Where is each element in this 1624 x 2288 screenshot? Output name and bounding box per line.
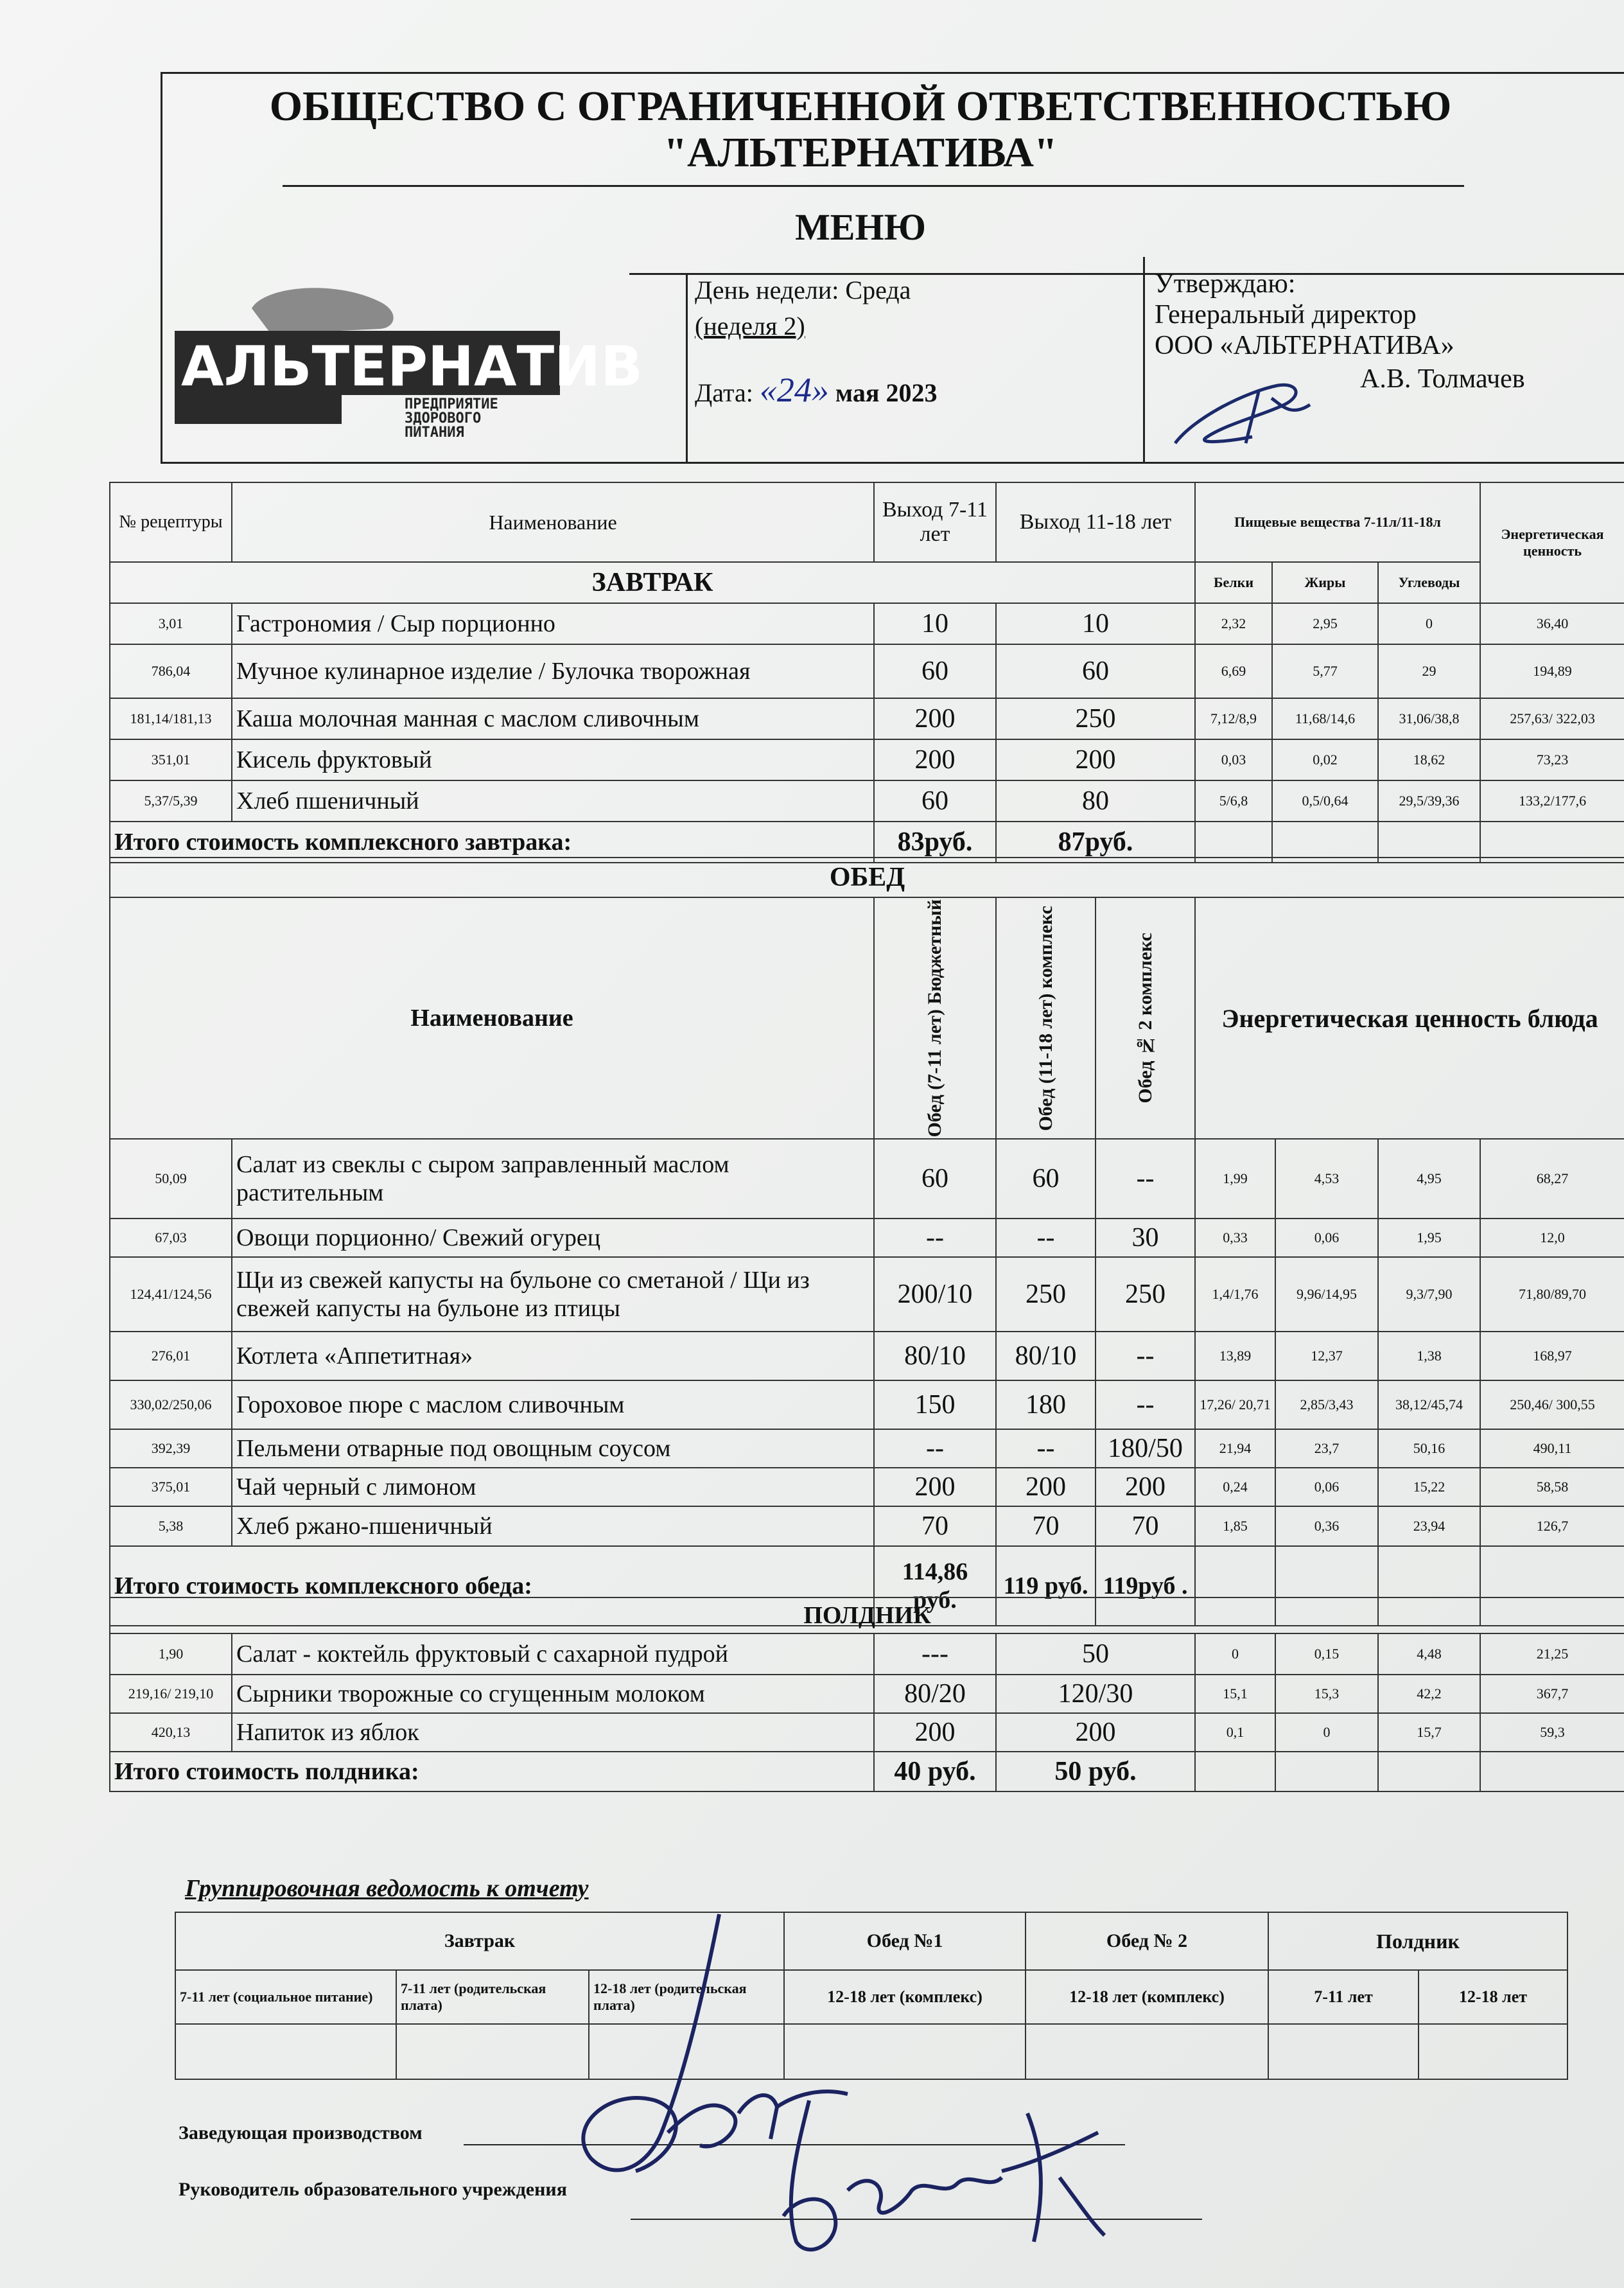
carbs: 29,5/39,36 [1378,780,1480,822]
carbs: 15,7 [1378,1713,1480,1752]
col-nutrients-header: Пищевые вещества 7-11л/11-18л [1195,482,1480,562]
snack-table [109,1597,1624,1792]
report-l2-value[interactable] [1026,2024,1268,2079]
output-7-11: 80/20 [874,1675,996,1713]
table-row [110,644,1624,698]
dish-name: Каша молочная манная с маслом сливочным [232,698,874,739]
energy: 257,63/ 322,03 [1480,698,1624,739]
fat: 2,85/3,43 [1275,1380,1378,1429]
breakfast-total-label: Итого стоимость комплексного завтрака: [110,822,874,863]
dish-name: Хлеб ржано-пшеничный [232,1506,874,1546]
dish-name: Мучное кулинарное изделие / Булочка творожная [232,644,874,698]
col-fat-header: Жиры [1272,562,1378,603]
report-s2-value[interactable] [1419,2024,1567,2079]
output-complex: -- [996,1429,1096,1468]
dish-name: Щи из свежей капусты на бульоне со сметаной / Щи из свежей капусты на бульоне из птицы [232,1257,874,1332]
protein: 7,12/8,9 [1195,698,1272,739]
empty-cell [1480,1752,1624,1791]
protein: 1,99 [1195,1139,1275,1219]
energy: 71,80/89,70 [1480,1257,1624,1332]
fat: 0,5/0,64 [1272,780,1378,822]
output-7-11: 60 [874,644,996,698]
carbs: 50,16 [1378,1429,1480,1468]
dish-name: Гороховое пюре с маслом сливочным [232,1380,874,1429]
output-budget: 60 [874,1139,996,1219]
energy: 367,7 [1480,1675,1624,1713]
output-lunch-2: 250 [1096,1257,1195,1332]
protein: 0 [1195,1633,1275,1675]
col-recipe-header: № рецептуры [110,482,232,562]
energy: 12,0 [1480,1219,1624,1257]
output-budget: 200 [874,1468,996,1506]
energy: 73,23 [1480,739,1624,780]
fat: 0,02 [1272,739,1378,780]
report-s1-value[interactable] [1268,2024,1419,2079]
fat: 2,95 [1272,603,1378,644]
report-l2-header: 12-18 лет (комплекс) [1026,1970,1268,2024]
fat: 0 [1275,1713,1378,1752]
table-row [110,1139,1624,1219]
recipe-number: 330,02/250,06 [110,1380,232,1429]
fat: 4,53 [1275,1139,1378,1219]
recipe-number: 1,90 [110,1633,232,1675]
output-11-18: 200 [996,739,1195,780]
snack-total-7-11: 40 руб. [874,1752,996,1791]
approve-position: Генеральный директор [1155,300,1417,330]
energy: 68,27 [1480,1139,1624,1219]
output-7-11: --- [874,1633,996,1675]
output-complex: 200 [996,1468,1096,1506]
protein: 0,24 [1195,1468,1275,1506]
output-11-18: 50 [996,1633,1195,1675]
carbs: 4,48 [1378,1633,1480,1675]
carbs: 31,06/38,8 [1378,698,1480,739]
output-11-18: 80 [996,780,1195,822]
lunch-energy-header: Энергетическая ценность блюда [1195,897,1624,1139]
divider [1143,257,1145,464]
report-b3-header: 12-18 лет (родительская плата) [589,1970,784,2024]
protein: 1,85 [1195,1506,1275,1546]
protein: 5/6,8 [1195,780,1272,822]
energy: 58,58 [1480,1468,1624,1506]
recipe-number: 5,37/5,39 [110,780,232,822]
lunch-col2-header: Обед (11-18 лет) комплекс [1035,905,1056,1131]
fat: 23,7 [1275,1429,1378,1468]
date-prefix: Дата: [695,378,753,407]
protein: 2,32 [1195,603,1272,644]
output-budget: -- [874,1429,996,1468]
carbs: 42,2 [1378,1675,1480,1713]
empty-cell [1275,1752,1378,1791]
protein: 21,94 [1195,1429,1275,1468]
table-row [110,1429,1624,1468]
lunch-total-complex: 119 руб. [996,1546,1096,1626]
carbs: 0 [1378,603,1480,644]
table-row [110,1713,1624,1752]
lunch-total-lunch-2: 119руб . [1096,1546,1195,1626]
logo-subtext-2: ЗДОРОВОГО [405,410,482,427]
protein: 13,89 [1195,1332,1275,1380]
fat: 0,06 [1275,1468,1378,1506]
day-of-week: День недели: Среда [695,276,911,304]
carbs: 1,95 [1378,1219,1480,1257]
table-row [110,1506,1624,1546]
output-11-18: 200 [996,1713,1195,1752]
output-complex: -- [996,1219,1096,1257]
recipe-number: 392,39 [110,1429,232,1468]
carbs: 15,22 [1378,1468,1480,1506]
output-complex: 70 [996,1506,1096,1546]
approve-title: Утверждаю: [1155,269,1296,299]
company-logo [168,283,643,437]
table-row [110,603,1624,644]
output-complex: 80/10 [996,1332,1096,1380]
report-l1-header: 12-18 лет (комплекс) [784,1970,1026,2024]
output-lunch-2: -- [1096,1332,1195,1380]
energy: 21,25 [1480,1633,1624,1675]
output-lunch-2: 30 [1096,1219,1195,1257]
empty-cell [1195,1752,1275,1791]
dish-name: Сырники творожные со сгущенным молоком [232,1675,874,1713]
snack-total-11-18: 50 руб. [996,1752,1195,1791]
fat: 0,36 [1275,1506,1378,1546]
table-row [110,698,1624,739]
recipe-number: 67,03 [110,1219,232,1257]
dish-name: Хлеб пшеничный [232,780,874,822]
report-s2-header: 12-18 лет [1419,1970,1567,2024]
week-number: (неделя 2) [695,312,805,340]
report-breakfast-header: Завтрак [175,1912,784,1970]
output-lunch-2: 70 [1096,1506,1195,1546]
lunch-col1-header-cell [874,897,996,1139]
table-row [110,1257,1624,1332]
dish-name: Чай черный с лимоном [232,1468,874,1506]
output-complex: 180 [996,1380,1096,1429]
lunch-total-budget: 114,86 руб. [874,1546,996,1626]
breakfast-table [109,482,1624,863]
col-energy-header: Энергетическая ценность [1480,482,1624,603]
col-protein-header: Белки [1195,562,1272,603]
carbs: 4,95 [1378,1139,1480,1219]
recipe-number: 3,01 [110,603,232,644]
energy: 59,3 [1480,1713,1624,1752]
dish-name: Салат - коктейль фруктовый с сахарной пудрой [232,1633,874,1675]
date-month-year: мая 2023 [835,378,938,407]
output-7-11: 60 [874,780,996,822]
lunch-section-title: ОБЕД [110,858,1624,897]
lunch-col2-header-cell [996,897,1096,1139]
recipe-number: 375,01 [110,1468,232,1506]
col-output-11-18-header: Выход 11-18 лет [996,482,1195,562]
fat: 0,15 [1275,1633,1378,1675]
report-title: Группировочная ведомость к отчету [185,1875,589,1902]
protein: 0,33 [1195,1219,1275,1257]
approve-name: А.В. Толмачев [1360,364,1525,394]
carbs: 9,3/7,90 [1378,1257,1480,1332]
recipe-number: 5,38 [110,1506,232,1546]
protein: 0,1 [1195,1713,1275,1752]
logo-subtext-1: ПРЕДПРИЯТИЕ [405,396,498,412]
carbs: 1,38 [1378,1332,1480,1380]
recipe-number: 420,13 [110,1713,232,1752]
output-11-18: 120/30 [996,1675,1195,1713]
fat: 5,77 [1272,644,1378,698]
dish-name: Пельмени отварные под овощным соусом [232,1429,874,1468]
fat: 0,06 [1275,1219,1378,1257]
output-7-11: 200 [874,698,996,739]
carbs: 23,94 [1378,1506,1480,1546]
breakfast-section-title: ЗАВТРАК [110,562,1195,603]
breakfast-total-11-18: 87руб. [996,822,1195,863]
recipe-number: 276,01 [110,1332,232,1380]
energy: 36,40 [1480,603,1624,644]
carbs: 29 [1378,644,1480,698]
report-lunch2-header: Обед № 2 [1026,1912,1268,1970]
output-7-11: 10 [874,603,996,644]
table-row [110,1468,1624,1506]
col-output-7-11-header: Выход 7-11 лет [874,482,996,562]
director-signature [1169,366,1316,456]
col-carbs-header: Углеводы [1378,562,1480,603]
doc-title: МЕНЮ [795,206,926,248]
output-budget: 200/10 [874,1257,996,1332]
recipe-number: 124,41/124,56 [110,1257,232,1332]
dish-name: Овощи порционно/ Свежий огурец [232,1219,874,1257]
lunch-col3-header-cell [1096,897,1195,1139]
recipe-number: 50,09 [110,1139,232,1219]
protein: 17,26/ 20,71 [1195,1380,1275,1429]
output-budget: 70 [874,1506,996,1546]
table-row [110,1380,1624,1429]
output-lunch-2: 200 [1096,1468,1195,1506]
output-budget: 150 [874,1380,996,1429]
report-b1-header: 7-11 лет (социальное питание) [175,1970,396,2024]
fat: 12,37 [1275,1332,1378,1380]
dish-name: Напиток из яблок [232,1713,874,1752]
carbs: 18,62 [1378,739,1480,780]
energy: 168,97 [1480,1332,1624,1380]
lunch-table [109,857,1624,1626]
output-complex: 250 [996,1257,1096,1332]
empty-cell [1378,1752,1480,1791]
energy: 126,7 [1480,1506,1624,1546]
table-row [110,1633,1624,1675]
carbs: 38,12/45,74 [1378,1380,1480,1429]
date-line [695,370,937,410]
output-11-18: 10 [996,603,1195,644]
date-day: «24» [759,371,829,409]
table-row [110,1332,1624,1380]
report-b2-header: 7-11 лет (родительская плата) [396,1970,589,2024]
breakfast-total-7-11: 83руб. [874,822,996,863]
fat: 11,68/14,6 [1272,698,1378,739]
output-11-18: 60 [996,644,1195,698]
logo-subtext-3: ПИТАНИЯ [405,425,464,437]
recipe-number: 219,16/ 219,10 [110,1675,232,1713]
snack-total-label: Итого стоимость полдника: [110,1752,874,1791]
col-name-header: Наименование [232,482,874,562]
protein: 15,1 [1195,1675,1275,1713]
approve-org: ООО «АЛЬТЕРНАТИВА» [1155,331,1454,360]
report-b1-value[interactable] [175,2024,396,2079]
table-row [110,1675,1624,1713]
lunch-total-label: Итого стоимость комплексного обеда: [110,1546,874,1626]
protein: 1,4/1,76 [1195,1257,1275,1332]
output-lunch-2: 180/50 [1096,1429,1195,1468]
output-7-11: 200 [874,739,996,780]
output-7-11: 200 [874,1713,996,1752]
recipe-number: 351,01 [110,739,232,780]
recipe-number: 181,14/181,13 [110,698,232,739]
energy: 133,2/177,6 [1480,780,1624,822]
school-head-signature [758,2075,1117,2267]
dish-name: Салат из свеклы с сыром заправленный маслом растительным [232,1139,874,1219]
dish-name: Кисель фруктовый [232,739,874,780]
head-production-label: Заведующая производством [179,2122,423,2143]
fat: 15,3 [1275,1675,1378,1713]
output-lunch-2: -- [1096,1380,1195,1429]
org-name-line1: ОБЩЕСТВО С ОГРАНИЧЕННОЙ ОТВЕТСТВЕННОСТЬЮ [269,83,1452,130]
divider [283,185,1464,187]
lunch-col1-header: Обед (7-11 лет) Бюджетный [924,899,945,1138]
protein: 0,03 [1195,739,1272,780]
output-lunch-2: -- [1096,1139,1195,1219]
dish-name: Котлета «Аппетитная» [232,1332,874,1380]
table-row [110,780,1624,822]
snack-section-title: ПОЛДНИК [110,1597,1624,1633]
report-s1-header: 7-11 лет [1268,1970,1419,2024]
energy: 250,46/ 300,55 [1480,1380,1624,1429]
output-11-18: 250 [996,698,1195,739]
lunch-col3-header: Обед № 2 комплекс [1134,933,1156,1104]
recipe-number: 786,04 [110,644,232,698]
protein: 6,69 [1195,644,1272,698]
output-budget: 80/10 [874,1332,996,1380]
energy: 194,89 [1480,644,1624,698]
table-row [110,1219,1624,1257]
energy: 490,11 [1480,1429,1624,1468]
table-row [110,739,1624,780]
org-name-line2: "АЛЬТЕРНАТИВА" [663,129,1058,176]
report-snack-header: Полдник [1268,1912,1567,1970]
output-complex: 60 [996,1139,1096,1219]
logo-text: АЛЬТЕРНАТИВА [181,335,643,399]
fat: 9,96/14,95 [1275,1257,1378,1332]
lunch-col-name-header: Наименование [110,897,874,1139]
output-budget: -- [874,1219,996,1257]
dish-name: Гастрономия / Сыр порционно [232,603,874,644]
head-school-label: Руководитель образовательного учреждения [179,2179,567,2200]
divider [686,275,688,464]
report-lunch1-header: Обед №1 [784,1912,1026,1970]
snack-total-row [110,1752,1624,1791]
